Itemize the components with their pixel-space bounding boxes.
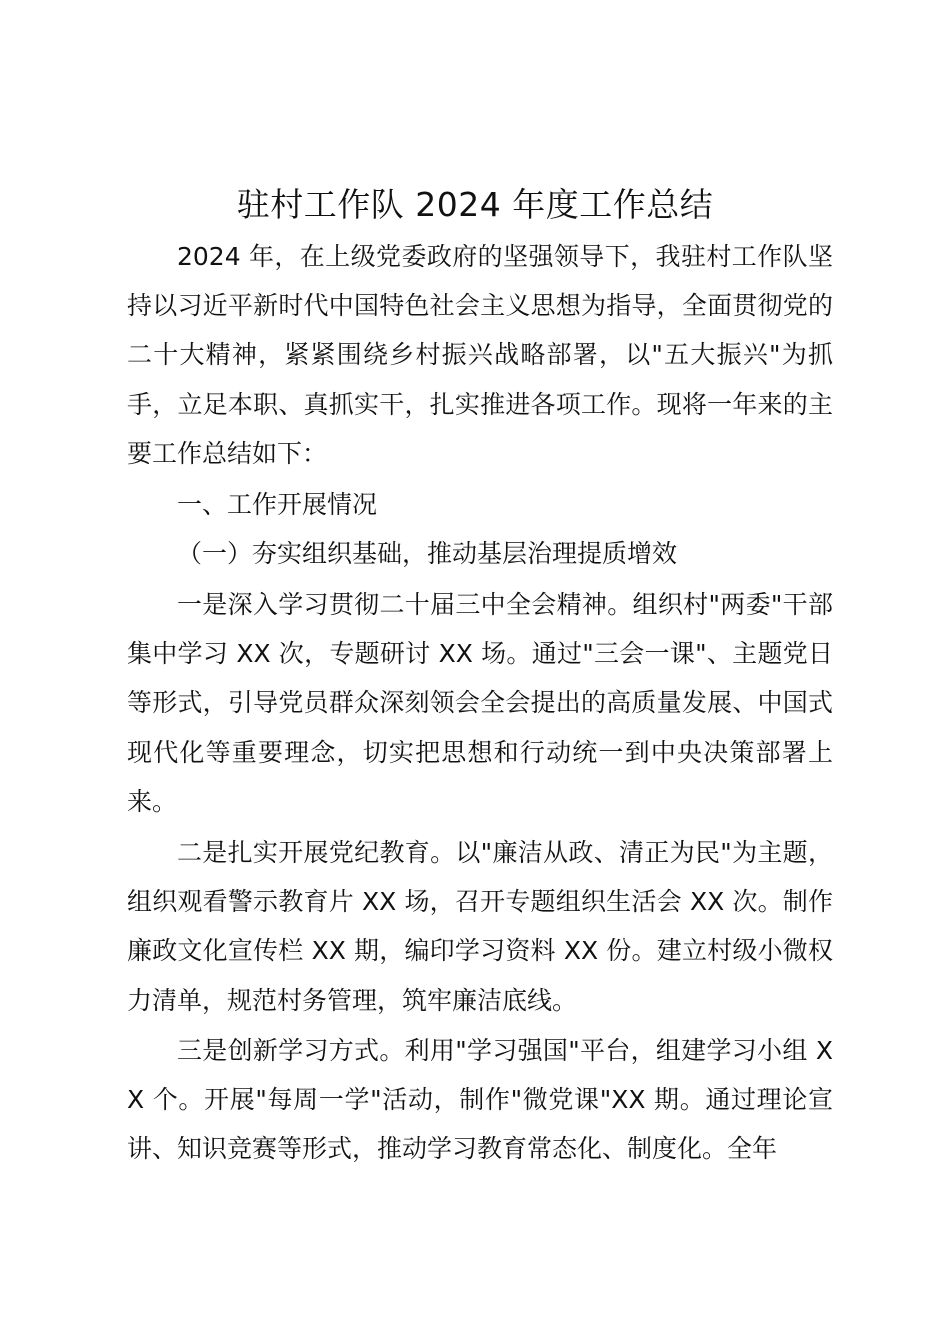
- subsection-heading: （一）夯实组织基础，推动基层治理提质增效: [177, 539, 678, 568]
- intro-paragraph: 2024 年，在上级党委政府的坚强领导下，我驻村工作队坚持以习近平新时代中国特色社会主义思想为指导，全面贯彻党的二十大精神，紧紧围绕乡村振兴战略部署，以"五大振兴"为抓手，立足本职、真抓实干，扎实推进各项工作。现将一年来的主要工作总结如下：: [127, 242, 833, 468]
- section-heading: 一、工作开展情况: [177, 490, 378, 519]
- document-title: 驻村工作队 2024 年度工作总结: [236, 185, 714, 224]
- body-paragraph-item-3: 三是创新学习方式。利用"学习强国"平台，组建学习小组 XX 个。开展"每周一学"活动，制作"微党课"XX 期。通过理论宣讲、知识竞赛等形式，推动学习教育常态化、制度化。全年: [127, 1036, 833, 1164]
- body-paragraph-item-2: 二是扎实开展党纪教育。以"廉洁从政、清正为民"为主题，组织观看警示教育片 XX 场，召开专题组织生活会 XX 次。制作廉政文化宣传栏 XX 期，编印学习资料 XX 份。建立村级小微权力清单，规范村务管理，筑牢廉洁底线。: [127, 838, 833, 1015]
- body-paragraph-item-1: 一是深入学习贯彻二十届三中全会精神。组织村"两委"干部集中学习 XX 次，专题研讨 XX 场。通过"三会一课"、主题党日等形式，引导党员群众深刻领会全会提出的高质量发展、中国式现代化等重要理念，切实把思想和行动统一到中央决策部署上来。: [127, 590, 833, 816]
